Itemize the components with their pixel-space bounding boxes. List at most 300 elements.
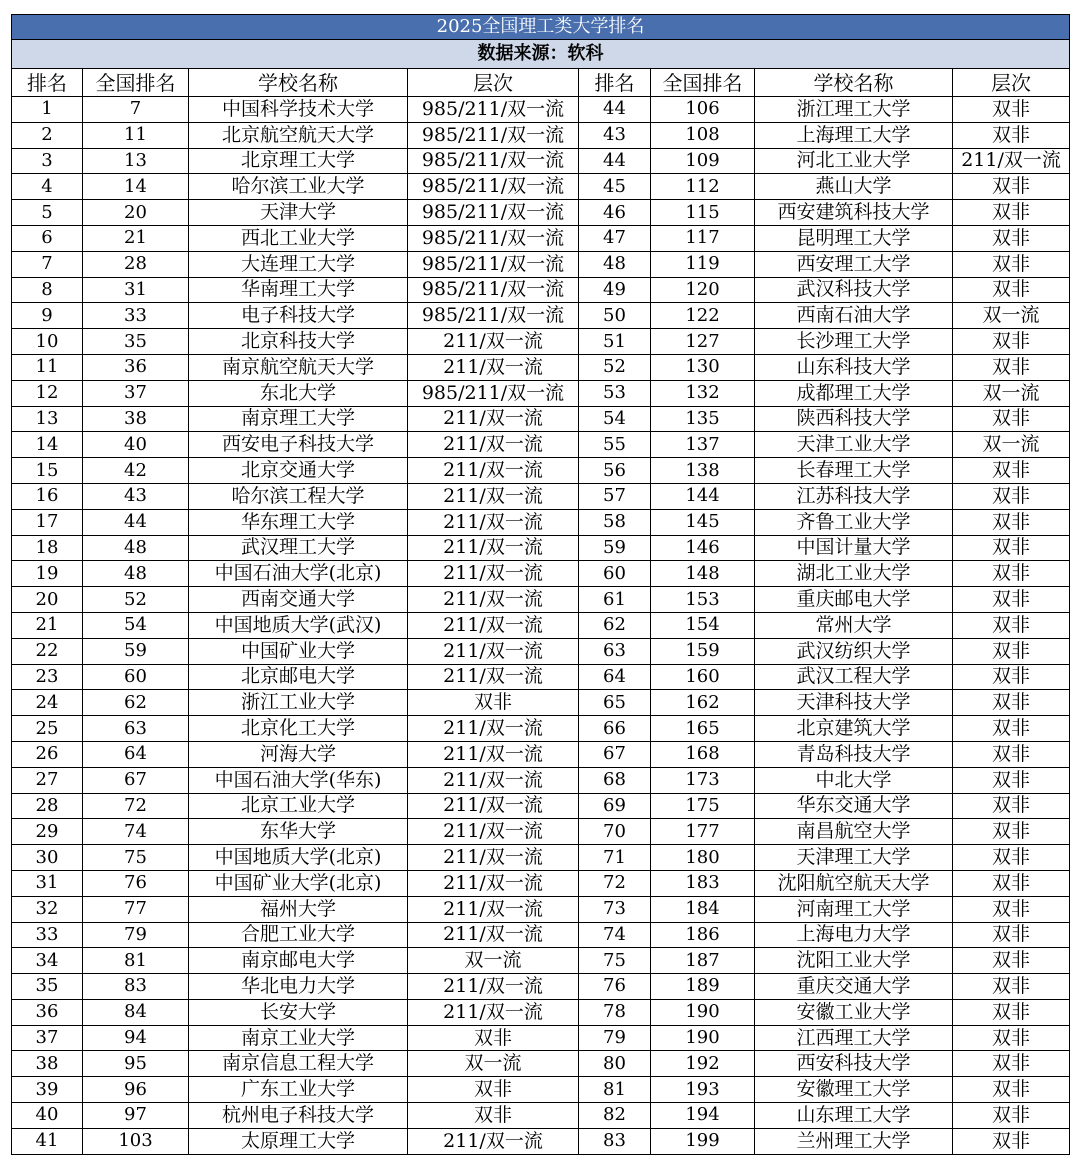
- right-rank-cell: 45: [579, 174, 651, 200]
- left-level-cell: 211/双一流: [408, 612, 579, 638]
- table-title: 2025全国理工类大学排名: [12, 15, 1070, 40]
- right-national-rank-cell: 165: [651, 716, 755, 742]
- right-school-name-cell: 西安理工大学: [755, 251, 953, 277]
- left-national-rank-cell: 42: [83, 458, 189, 484]
- left-national-rank-cell: 83: [83, 974, 189, 1000]
- left-level-cell: 985/211/双一流: [408, 380, 579, 406]
- left-school-name-cell: 华南理工大学: [189, 277, 408, 303]
- left-school-name-cell: 东北大学: [189, 380, 408, 406]
- left-national-rank-cell: 64: [83, 741, 189, 767]
- left-level-cell: 211/双一流: [408, 458, 579, 484]
- header-school-name-right: 学校名称: [755, 69, 953, 97]
- table-row: [12, 896, 1070, 922]
- left-rank-cell: 25: [12, 716, 83, 742]
- right-rank-cell: 60: [579, 561, 651, 587]
- left-national-rank-cell: 75: [83, 845, 189, 871]
- data-source: 数据来源：软科: [12, 40, 1070, 69]
- left-school-name-cell: 河海大学: [189, 741, 408, 767]
- right-level-cell: 双非: [953, 329, 1070, 355]
- right-national-rank-cell: 194: [651, 1103, 755, 1129]
- right-national-rank-cell: 108: [651, 122, 755, 148]
- right-level-cell: 双非: [953, 1051, 1070, 1077]
- right-national-rank-cell: 127: [651, 329, 755, 355]
- left-national-rank-cell: 33: [83, 303, 189, 329]
- header-national-rank-left: 全国排名: [83, 69, 189, 97]
- left-rank-cell: 10: [12, 329, 83, 355]
- right-rank-cell: 67: [579, 741, 651, 767]
- left-level-cell: 211/双一流: [408, 767, 579, 793]
- left-national-rank-cell: 81: [83, 948, 189, 974]
- right-level-cell: 双非: [953, 1128, 1070, 1154]
- table-row: [12, 277, 1070, 303]
- left-school-name-cell: 武汉理工大学: [189, 535, 408, 561]
- left-level-cell: 211/双一流: [408, 535, 579, 561]
- right-school-name-cell: 昆明理工大学: [755, 225, 953, 251]
- right-national-rank-cell: 135: [651, 406, 755, 432]
- table-row: [12, 329, 1070, 355]
- right-rank-cell: 50: [579, 303, 651, 329]
- left-school-name-cell: 广东工业大学: [189, 1077, 408, 1103]
- right-school-name-cell: 河北工业大学: [755, 148, 953, 174]
- right-rank-cell: 65: [579, 690, 651, 716]
- left-school-name-cell: 合肥工业大学: [189, 922, 408, 948]
- right-level-cell: 双非: [953, 948, 1070, 974]
- left-rank-cell: 22: [12, 638, 83, 664]
- left-school-name-cell: 华东理工大学: [189, 509, 408, 535]
- right-level-cell: 双非: [953, 535, 1070, 561]
- left-school-name-cell: 南京信息工程大学: [189, 1051, 408, 1077]
- right-rank-cell: 48: [579, 251, 651, 277]
- right-level-cell: 双非: [953, 1077, 1070, 1103]
- table-body: [12, 97, 1070, 1155]
- table-row: [12, 1077, 1070, 1103]
- right-national-rank-cell: 146: [651, 535, 755, 561]
- table-row: [12, 664, 1070, 690]
- right-level-cell: 双非: [953, 870, 1070, 896]
- table-row: [12, 200, 1070, 226]
- left-rank-cell: 17: [12, 509, 83, 535]
- right-level-cell: 双非: [953, 974, 1070, 1000]
- left-rank-cell: 14: [12, 432, 83, 458]
- right-rank-cell: 68: [579, 767, 651, 793]
- right-rank-cell: 76: [579, 974, 651, 1000]
- right-school-name-cell: 江西理工大学: [755, 1025, 953, 1051]
- left-school-name-cell: 西南交通大学: [189, 587, 408, 613]
- right-level-cell: 双非: [953, 122, 1070, 148]
- right-rank-cell: 80: [579, 1051, 651, 1077]
- right-national-rank-cell: 120: [651, 277, 755, 303]
- left-level-cell: 985/211/双一流: [408, 97, 579, 123]
- left-school-name-cell: 哈尔滨工程大学: [189, 483, 408, 509]
- right-level-cell: 211/双一流: [953, 148, 1070, 174]
- table-row: [12, 1025, 1070, 1051]
- right-level-cell: 双非: [953, 999, 1070, 1025]
- left-rank-cell: 11: [12, 354, 83, 380]
- right-school-name-cell: 陕西科技大学: [755, 406, 953, 432]
- right-rank-cell: 72: [579, 870, 651, 896]
- right-school-name-cell: 重庆交通大学: [755, 974, 953, 1000]
- right-rank-cell: 53: [579, 380, 651, 406]
- left-rank-cell: 36: [12, 999, 83, 1025]
- right-level-cell: 双非: [953, 561, 1070, 587]
- right-rank-cell: 47: [579, 225, 651, 251]
- right-rank-cell: 63: [579, 638, 651, 664]
- left-school-name-cell: 北京理工大学: [189, 148, 408, 174]
- right-school-name-cell: 长春理工大学: [755, 458, 953, 484]
- left-level-cell: 双非: [408, 1103, 579, 1129]
- left-school-name-cell: 华北电力大学: [189, 974, 408, 1000]
- right-national-rank-cell: 130: [651, 354, 755, 380]
- right-national-rank-cell: 187: [651, 948, 755, 974]
- right-level-cell: 双一流: [953, 432, 1070, 458]
- right-rank-cell: 49: [579, 277, 651, 303]
- left-school-name-cell: 哈尔滨工业大学: [189, 174, 408, 200]
- left-national-rank-cell: 62: [83, 690, 189, 716]
- right-rank-cell: 56: [579, 458, 651, 484]
- left-rank-cell: 6: [12, 225, 83, 251]
- right-national-rank-cell: 177: [651, 819, 755, 845]
- right-school-name-cell: 西安建筑科技大学: [755, 200, 953, 226]
- left-national-rank-cell: 31: [83, 277, 189, 303]
- table-row: [12, 483, 1070, 509]
- right-school-name-cell: 浙江理工大学: [755, 97, 953, 123]
- right-school-name-cell: 燕山大学: [755, 174, 953, 200]
- right-school-name-cell: 中国计量大学: [755, 535, 953, 561]
- left-school-name-cell: 北京科技大学: [189, 329, 408, 355]
- table-row: [12, 587, 1070, 613]
- table-row: [12, 1103, 1070, 1129]
- left-level-cell: 211/双一流: [408, 432, 579, 458]
- left-school-name-cell: 中国科学技术大学: [189, 97, 408, 123]
- right-rank-cell: 61: [579, 587, 651, 613]
- left-rank-cell: 12: [12, 380, 83, 406]
- left-national-rank-cell: 44: [83, 509, 189, 535]
- left-school-name-cell: 福州大学: [189, 896, 408, 922]
- left-school-name-cell: 杭州电子科技大学: [189, 1103, 408, 1129]
- left-level-cell: 985/211/双一流: [408, 200, 579, 226]
- left-school-name-cell: 北京化工大学: [189, 716, 408, 742]
- table-row: [12, 458, 1070, 484]
- right-school-name-cell: 上海理工大学: [755, 122, 953, 148]
- left-school-name-cell: 中国石油大学(北京): [189, 561, 408, 587]
- right-national-rank-cell: 112: [651, 174, 755, 200]
- right-school-name-cell: 西安科技大学: [755, 1051, 953, 1077]
- right-national-rank-cell: 159: [651, 638, 755, 664]
- table-row: [12, 638, 1070, 664]
- right-national-rank-cell: 162: [651, 690, 755, 716]
- left-rank-cell: 39: [12, 1077, 83, 1103]
- left-national-rank-cell: 54: [83, 612, 189, 638]
- right-rank-cell: 54: [579, 406, 651, 432]
- right-school-name-cell: 天津工业大学: [755, 432, 953, 458]
- left-level-cell: 985/211/双一流: [408, 122, 579, 148]
- right-national-rank-cell: 119: [651, 251, 755, 277]
- right-school-name-cell: 安徽理工大学: [755, 1077, 953, 1103]
- right-school-name-cell: 华东交通大学: [755, 793, 953, 819]
- right-school-name-cell: 山东理工大学: [755, 1103, 953, 1129]
- left-school-name-cell: 太原理工大学: [189, 1128, 408, 1154]
- right-national-rank-cell: 190: [651, 999, 755, 1025]
- right-school-name-cell: 江苏科技大学: [755, 483, 953, 509]
- right-rank-cell: 55: [579, 432, 651, 458]
- left-school-name-cell: 北京工业大学: [189, 793, 408, 819]
- left-national-rank-cell: 11: [83, 122, 189, 148]
- right-rank-cell: 51: [579, 329, 651, 355]
- right-national-rank-cell: 193: [651, 1077, 755, 1103]
- right-rank-cell: 81: [579, 1077, 651, 1103]
- header-national-rank-right: 全国排名: [651, 69, 755, 97]
- left-rank-cell: 37: [12, 1025, 83, 1051]
- left-national-rank-cell: 35: [83, 329, 189, 355]
- table-row: [12, 432, 1070, 458]
- right-level-cell: 双非: [953, 1025, 1070, 1051]
- right-school-name-cell: 成都理工大学: [755, 380, 953, 406]
- right-level-cell: 双一流: [953, 303, 1070, 329]
- right-national-rank-cell: 138: [651, 458, 755, 484]
- right-school-name-cell: 沈阳工业大学: [755, 948, 953, 974]
- right-national-rank-cell: 192: [651, 1051, 755, 1077]
- right-level-cell: 双非: [953, 225, 1070, 251]
- table-row: [12, 974, 1070, 1000]
- left-level-cell: 211/双一流: [408, 999, 579, 1025]
- left-level-cell: 双非: [408, 690, 579, 716]
- left-national-rank-cell: 36: [83, 354, 189, 380]
- right-level-cell: 双非: [953, 509, 1070, 535]
- right-school-name-cell: 常州大学: [755, 612, 953, 638]
- right-rank-cell: 52: [579, 354, 651, 380]
- left-rank-cell: 9: [12, 303, 83, 329]
- right-level-cell: 双非: [953, 200, 1070, 226]
- left-rank-cell: 1: [12, 97, 83, 123]
- left-national-rank-cell: 95: [83, 1051, 189, 1077]
- left-level-cell: 211/双一流: [408, 793, 579, 819]
- right-national-rank-cell: 137: [651, 432, 755, 458]
- left-level-cell: 211/双一流: [408, 561, 579, 587]
- table-row: [12, 1128, 1070, 1154]
- left-rank-cell: 8: [12, 277, 83, 303]
- right-national-rank-cell: 180: [651, 845, 755, 871]
- right-level-cell: 双非: [953, 638, 1070, 664]
- right-rank-cell: 83: [579, 1128, 651, 1154]
- right-rank-cell: 73: [579, 896, 651, 922]
- table-row: [12, 819, 1070, 845]
- right-level-cell: 双非: [953, 690, 1070, 716]
- left-school-name-cell: 电子科技大学: [189, 303, 408, 329]
- right-school-name-cell: 青岛科技大学: [755, 741, 953, 767]
- right-level-cell: 双非: [953, 277, 1070, 303]
- right-level-cell: 双非: [953, 767, 1070, 793]
- right-rank-cell: 64: [579, 664, 651, 690]
- left-school-name-cell: 中国矿业大学: [189, 638, 408, 664]
- right-national-rank-cell: 175: [651, 793, 755, 819]
- right-school-name-cell: 武汉纺织大学: [755, 638, 953, 664]
- table-row: [12, 406, 1070, 432]
- table-row: [12, 767, 1070, 793]
- left-national-rank-cell: 97: [83, 1103, 189, 1129]
- table-row: [12, 174, 1070, 200]
- left-level-cell: 211/双一流: [408, 922, 579, 948]
- right-national-rank-cell: 153: [651, 587, 755, 613]
- right-level-cell: 双非: [953, 354, 1070, 380]
- right-level-cell: 双非: [953, 716, 1070, 742]
- left-rank-cell: 40: [12, 1103, 83, 1129]
- left-rank-cell: 29: [12, 819, 83, 845]
- right-national-rank-cell: 117: [651, 225, 755, 251]
- left-rank-cell: 16: [12, 483, 83, 509]
- right-national-rank-cell: 122: [651, 303, 755, 329]
- right-school-name-cell: 兰州理工大学: [755, 1128, 953, 1154]
- left-school-name-cell: 中国地质大学(北京): [189, 845, 408, 871]
- left-level-cell: 211/双一流: [408, 483, 579, 509]
- right-national-rank-cell: 183: [651, 870, 755, 896]
- right-school-name-cell: 齐鲁工业大学: [755, 509, 953, 535]
- left-school-name-cell: 浙江工业大学: [189, 690, 408, 716]
- left-national-rank-cell: 79: [83, 922, 189, 948]
- right-rank-cell: 79: [579, 1025, 651, 1051]
- table-row: [12, 612, 1070, 638]
- right-rank-cell: 71: [579, 845, 651, 871]
- right-level-cell: 双非: [953, 174, 1070, 200]
- right-rank-cell: 69: [579, 793, 651, 819]
- left-school-name-cell: 南京工业大学: [189, 1025, 408, 1051]
- right-school-name-cell: 中北大学: [755, 767, 953, 793]
- header-level-left: 层次: [408, 69, 579, 97]
- right-national-rank-cell: 184: [651, 896, 755, 922]
- right-national-rank-cell: 186: [651, 922, 755, 948]
- right-national-rank-cell: 189: [651, 974, 755, 1000]
- left-school-name-cell: 西北工业大学: [189, 225, 408, 251]
- left-school-name-cell: 中国地质大学(武汉): [189, 612, 408, 638]
- right-national-rank-cell: 106: [651, 97, 755, 123]
- right-school-name-cell: 重庆邮电大学: [755, 587, 953, 613]
- right-national-rank-cell: 132: [651, 380, 755, 406]
- right-national-rank-cell: 144: [651, 483, 755, 509]
- table-row: [12, 1051, 1070, 1077]
- left-level-cell: 211/双一流: [408, 896, 579, 922]
- left-level-cell: 211/双一流: [408, 329, 579, 355]
- left-school-name-cell: 长安大学: [189, 999, 408, 1025]
- table-row: [12, 561, 1070, 587]
- left-school-name-cell: 北京交通大学: [189, 458, 408, 484]
- header-rank-left: 排名: [12, 69, 83, 97]
- table-row: [12, 845, 1070, 871]
- left-school-name-cell: 中国石油大学(华东): [189, 767, 408, 793]
- left-national-rank-cell: 13: [83, 148, 189, 174]
- right-level-cell: 双非: [953, 406, 1070, 432]
- left-rank-cell: 2: [12, 122, 83, 148]
- right-national-rank-cell: 109: [651, 148, 755, 174]
- left-level-cell: 211/双一流: [408, 638, 579, 664]
- table-row: [12, 122, 1070, 148]
- left-rank-cell: 18: [12, 535, 83, 561]
- table-row: [12, 303, 1070, 329]
- right-school-name-cell: 河南理工大学: [755, 896, 953, 922]
- left-school-name-cell: 天津大学: [189, 200, 408, 226]
- left-national-rank-cell: 96: [83, 1077, 189, 1103]
- left-level-cell: 985/211/双一流: [408, 148, 579, 174]
- right-school-name-cell: 安徽工业大学: [755, 999, 953, 1025]
- left-level-cell: 211/双一流: [408, 974, 579, 1000]
- right-school-name-cell: 天津理工大学: [755, 845, 953, 871]
- left-level-cell: 211/双一流: [408, 741, 579, 767]
- left-level-cell: 985/211/双一流: [408, 174, 579, 200]
- left-rank-cell: 38: [12, 1051, 83, 1077]
- left-rank-cell: 28: [12, 793, 83, 819]
- left-rank-cell: 34: [12, 948, 83, 974]
- table-row: [12, 948, 1070, 974]
- table-row: [12, 999, 1070, 1025]
- left-school-name-cell: 南京理工大学: [189, 406, 408, 432]
- left-school-name-cell: 南京邮电大学: [189, 948, 408, 974]
- left-rank-cell: 33: [12, 922, 83, 948]
- left-national-rank-cell: 94: [83, 1025, 189, 1051]
- right-national-rank-cell: 148: [651, 561, 755, 587]
- left-national-rank-cell: 21: [83, 225, 189, 251]
- right-national-rank-cell: 173: [651, 767, 755, 793]
- left-level-cell: 211/双一流: [408, 664, 579, 690]
- right-national-rank-cell: 154: [651, 612, 755, 638]
- right-level-cell: 双非: [953, 664, 1070, 690]
- table-row: [12, 354, 1070, 380]
- left-rank-cell: 13: [12, 406, 83, 432]
- left-national-rank-cell: 84: [83, 999, 189, 1025]
- right-rank-cell: 44: [579, 97, 651, 123]
- left-level-cell: 双非: [408, 1025, 579, 1051]
- right-school-name-cell: 湖北工业大学: [755, 561, 953, 587]
- right-national-rank-cell: 115: [651, 200, 755, 226]
- left-national-rank-cell: 59: [83, 638, 189, 664]
- right-level-cell: 双非: [953, 819, 1070, 845]
- right-school-name-cell: 长沙理工大学: [755, 329, 953, 355]
- left-rank-cell: 32: [12, 896, 83, 922]
- left-level-cell: 211/双一流: [408, 716, 579, 742]
- right-level-cell: 双一流: [953, 380, 1070, 406]
- header-level-right: 层次: [953, 69, 1070, 97]
- right-school-name-cell: 武汉工程大学: [755, 664, 953, 690]
- table-row: [12, 380, 1070, 406]
- left-school-name-cell: 北京邮电大学: [189, 664, 408, 690]
- right-school-name-cell: 上海电力大学: [755, 922, 953, 948]
- left-rank-cell: 27: [12, 767, 83, 793]
- left-level-cell: 双非: [408, 1077, 579, 1103]
- right-school-name-cell: 山东科技大学: [755, 354, 953, 380]
- left-rank-cell: 20: [12, 587, 83, 613]
- left-level-cell: 211/双一流: [408, 1128, 579, 1154]
- right-national-rank-cell: 168: [651, 741, 755, 767]
- header-rank-right: 排名: [579, 69, 651, 97]
- right-rank-cell: 62: [579, 612, 651, 638]
- table-row: [12, 793, 1070, 819]
- right-rank-cell: 78: [579, 999, 651, 1025]
- left-rank-cell: 23: [12, 664, 83, 690]
- column-header-row: [12, 69, 1070, 97]
- right-school-name-cell: 西南石油大学: [755, 303, 953, 329]
- right-rank-cell: 46: [579, 200, 651, 226]
- left-national-rank-cell: 77: [83, 896, 189, 922]
- left-school-name-cell: 东华大学: [189, 819, 408, 845]
- right-level-cell: 双非: [953, 845, 1070, 871]
- right-level-cell: 双非: [953, 612, 1070, 638]
- right-rank-cell: 75: [579, 948, 651, 974]
- left-level-cell: 211/双一流: [408, 354, 579, 380]
- right-national-rank-cell: 199: [651, 1128, 755, 1154]
- table-row: [12, 225, 1070, 251]
- right-rank-cell: 70: [579, 819, 651, 845]
- table-row: [12, 922, 1070, 948]
- right-rank-cell: 57: [579, 483, 651, 509]
- source-row: [12, 40, 1070, 69]
- table-row: [12, 870, 1070, 896]
